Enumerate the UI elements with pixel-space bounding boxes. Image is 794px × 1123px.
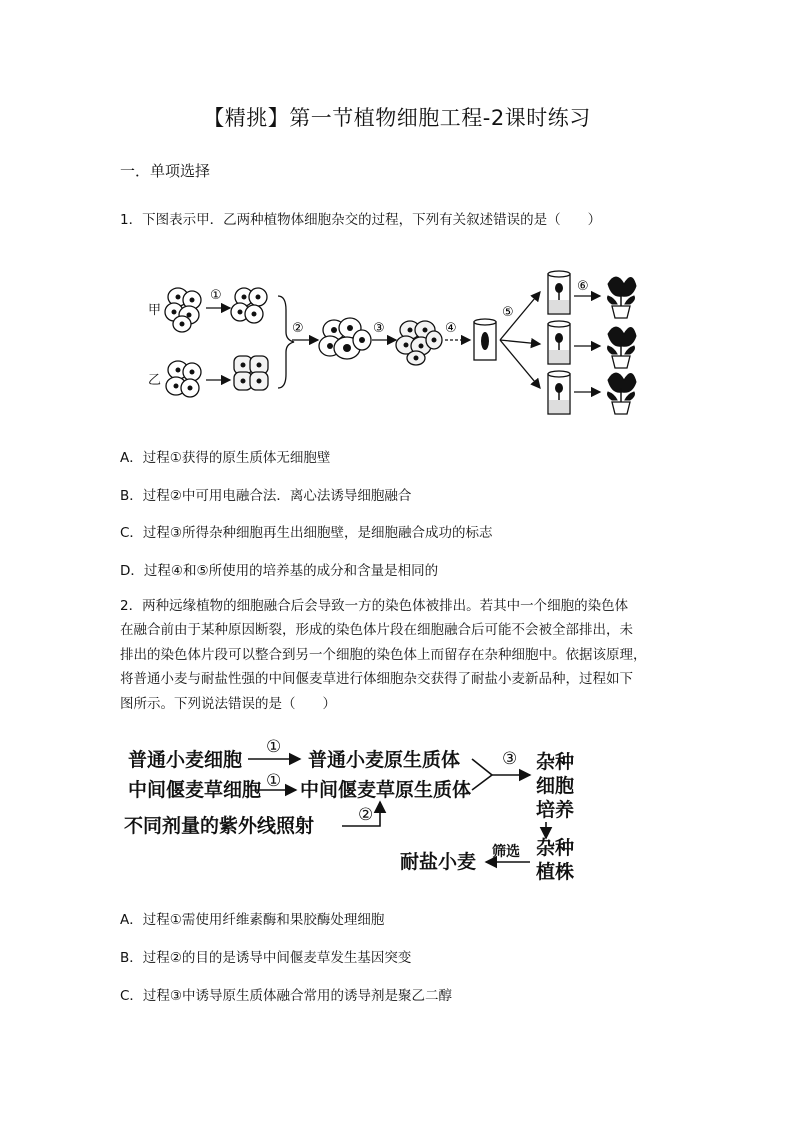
wheat-cell-label: 普通小麦细胞 xyxy=(128,749,243,771)
q1-option-a: A．过程①获得的原生质体无细胞壁 xyxy=(120,450,331,466)
label-yi: 乙 xyxy=(148,373,162,388)
q2-stem-line: 排出的染色体片段可以整合到另一个细胞的染色体上而留存在杂种细胞中。依据该原理， xyxy=(120,646,647,663)
flow-step-1a: ① xyxy=(266,737,282,757)
yi-cell-cluster xyxy=(166,361,201,397)
label-jia: 甲 xyxy=(148,303,162,318)
culture-tube-callus xyxy=(474,319,496,360)
question-2-stem xyxy=(120,594,690,716)
step-3-label: ③ xyxy=(373,321,385,336)
q1-option-d: D．过程④和⑤所使用的培养基的成分和含量是相同的 xyxy=(120,563,439,579)
potted-plants xyxy=(608,277,637,414)
step-5-label: ⑤ xyxy=(502,305,514,320)
flow-step-3: ③ xyxy=(502,749,518,769)
q1-option-b: B．过程②中可用电融合法．离心法诱导细胞融合 xyxy=(120,488,412,504)
uv-label: 不同剂量的紫外线照射 xyxy=(124,815,315,837)
plantlet-tubes xyxy=(548,271,570,414)
step-4-label: ④ xyxy=(445,321,457,336)
q2-option-a: A．过程①需使用纤维素酶和果胶酶处理细胞 xyxy=(120,912,385,928)
section-heading: 一．单项选择 xyxy=(120,162,211,180)
q1-option-c: C．过程③所得杂种细胞再生出细胞壁，是细胞融合成功的标志 xyxy=(120,525,493,541)
q2-stem-line: 在融合前由于某种原因断裂，形成的染色体片段在细胞融合后可能不会被全部排出，未 xyxy=(120,622,633,639)
wheat-hybridization-flow xyxy=(120,730,600,890)
q2-stem-line: 图所示。下列说法错误的是（ ） xyxy=(120,695,336,712)
cell-hybridization-figure xyxy=(140,252,665,422)
step-2-label: ② xyxy=(292,321,304,336)
grass-protoplast-label: 中间偃麦草原生质体 xyxy=(300,779,472,801)
page-title: 【精挑】第一节植物细胞工程-2课时练习 xyxy=(203,106,591,130)
hybrid-plant-2: 植株 xyxy=(536,861,575,883)
hybrid-culture-1: 杂种 xyxy=(536,751,575,773)
hybrid-culture-3: 培养 xyxy=(536,799,575,821)
wheat-protoplast-label: 普通小麦原生质体 xyxy=(308,749,461,771)
step-1-label: ① xyxy=(210,288,222,303)
grass-cell-label: 中间偃麦草细胞 xyxy=(128,779,262,801)
q2-option-c: C．过程③中诱导原生质体融合常用的诱导剂是聚乙二醇 xyxy=(120,988,453,1004)
q2-stem-line: 2．两种远缘植物的细胞融合后会导致一方的染色体被排出。若其中一个细胞的染色体 xyxy=(120,598,629,614)
q2-option-b: B．过程②的目的是诱导中间偃麦草发生基因突变 xyxy=(120,950,412,966)
step-6-label: ⑥ xyxy=(577,279,589,294)
question-1-stem: 1．下图表示甲．乙两种植物体细胞杂交的过程，下列有关叙述错误的是（ ） xyxy=(120,212,602,228)
salt-wheat-label: 耐盐小麦 xyxy=(400,851,477,873)
flow-step-1b: ① xyxy=(266,771,282,791)
hybrid-plant-1: 杂种 xyxy=(536,837,575,859)
jia-protoplasts xyxy=(231,288,267,323)
hybrid-culture-2: 细胞 xyxy=(536,775,575,797)
screen-label: 筛选 xyxy=(492,844,520,860)
yi-protoplasts xyxy=(234,356,268,390)
flow-step-2: ② xyxy=(358,805,374,825)
hybrid-cell-cluster xyxy=(396,321,442,365)
q2-stem-line: 将普通小麦与耐盐性强的中间偃麦草进行体细胞杂交获得了耐盐小麦新品种，过程如下 xyxy=(120,671,633,688)
